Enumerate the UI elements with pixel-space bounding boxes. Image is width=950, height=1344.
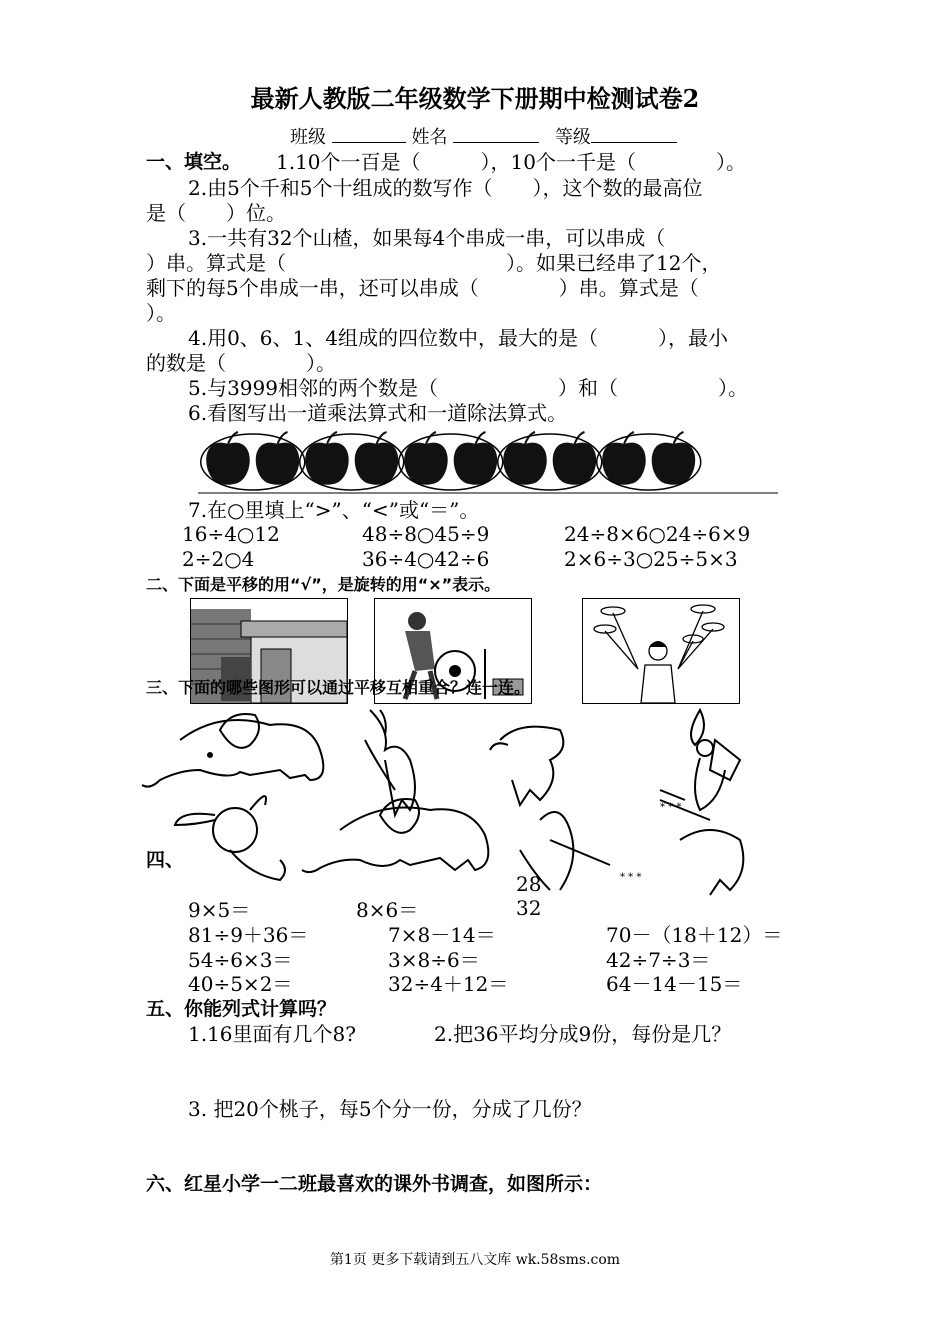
plate-spinning-picture [582, 598, 740, 704]
apple-stem [525, 432, 535, 444]
apple-icon [503, 443, 547, 485]
q3-text-d: ）。 [146, 301, 176, 325]
q6-text: 6.看图写出一道乘法算式和一道除法算式。 [188, 401, 568, 425]
apple-icon [553, 443, 597, 485]
class-blank[interactable] [332, 124, 406, 143]
apple-icon [404, 443, 448, 485]
page-title: 最新人教版二年级数学下册期中检测试卷2 [250, 84, 700, 113]
q2-text-a: 2.由5个千和5个十组成的数写作（ ），这个数的最高位 [188, 176, 703, 200]
name-label: 姓名 [411, 127, 448, 148]
calc-4-2: 32÷4＋12＝ [388, 972, 509, 996]
calc-2-2: 7×8－14＝ [388, 923, 496, 947]
calc-3-3: 42÷7÷3＝ [606, 948, 711, 972]
apple-icon [206, 443, 250, 485]
svg-text:* * *: * * * [620, 872, 642, 883]
calc-3-2: 3×8÷6＝ [388, 948, 480, 972]
calc-4-1: 40÷5×2＝ [188, 972, 293, 996]
compare-1-3: 24÷8×6○24÷6×9 [564, 522, 751, 546]
calc-1-1: 9×5＝ [188, 898, 251, 922]
partial-expression-2: 32 [516, 896, 542, 920]
q1-text: 1.10个一百是（ ），10个一千是（ ）。 [276, 150, 746, 174]
q3-text-b: ）串。算式是（ ）。如果已经串了12个， [146, 251, 722, 275]
compare-1-1: 16÷4○12 [182, 522, 280, 546]
calc-2-1: 81÷9＋36＝ [188, 923, 309, 947]
section3-heading: 三、下面的哪些图形可以通过平移互相重合？连一连。 [146, 678, 531, 697]
apple-icon [602, 443, 646, 485]
calc-2-3: 70－（18＋12）＝ [606, 923, 783, 947]
word-problem-2: 2.把36平均分成9份，每份是几？ [434, 1022, 732, 1046]
grade-label: 等级 [554, 127, 591, 148]
apple-icon [355, 443, 399, 485]
apple-stem [228, 432, 238, 444]
student-info-line [290, 124, 677, 150]
apple-stem [327, 432, 337, 444]
q3-text-c: 剩下的每5个串成一串，还可以串成（ ）串。算式是（ [146, 276, 699, 300]
apple-icon [305, 443, 349, 485]
q3-text-a: 3.一共有32个山楂，如果每4个串成一串，可以串成（ [188, 226, 666, 250]
apple-stem [624, 432, 634, 444]
q7-text: 7.在○里填上“>”、“<”或“＝”。 [188, 498, 480, 522]
partial-expression-1: 28 [516, 872, 542, 896]
name-blank[interactable] [453, 124, 539, 143]
q2-text-b: 是（ ）位。 [146, 201, 286, 225]
section2-heading: 二、下面是平移的用“√”，是旋转的用“×”表示。 [146, 575, 501, 594]
section4-heading: 四、 [146, 849, 185, 871]
calc-4-3: 64－14－15＝ [606, 972, 743, 996]
grade-blank[interactable] [591, 124, 677, 143]
apple-icon [256, 443, 300, 485]
section6-heading: 六、红星小学一二班最喜欢的课外书调查，如图所示： [146, 1173, 603, 1195]
class-label: 班级 [290, 127, 326, 148]
apples-illustration [196, 430, 781, 496]
compare-1-2: 48÷8○45÷9 [362, 522, 490, 546]
q4-text-b: 的数是（ ）。 [146, 351, 336, 375]
section5-heading: 五、你能列式计算吗？ [146, 998, 337, 1020]
q5-text: 5.与3999相邻的两个数是（ ）和（ ）。 [188, 376, 748, 400]
compare-2-3: 2×6÷3○25÷5×3 [564, 547, 738, 571]
compare-2-1: 2÷2○4 [182, 547, 255, 571]
svg-text:* * *: * * * [660, 802, 682, 813]
apple-stem [426, 432, 436, 444]
translation-animals-illustration [140, 700, 790, 900]
apple-icon [454, 443, 498, 485]
apple-icon [652, 443, 696, 485]
section1-heading: 一、填空。 [146, 151, 242, 173]
word-problem-3: 3. 把20个桃子，每5个分一份，分成了几份？ [188, 1097, 592, 1121]
calc-3-1: 54÷6×3＝ [188, 948, 293, 972]
compare-2-2: 36÷4○42÷6 [362, 547, 490, 571]
page-footer: 第1页 更多下载请到五八文库 wk.58sms.com [329, 1252, 621, 1268]
calc-1-2: 8×6＝ [356, 898, 419, 922]
word-problem-1: 1.16里面有几个8? [188, 1022, 356, 1046]
q4-text-a: 4.用0、6、1、4组成的四位数中，最大的是（ ），最小 [188, 326, 728, 350]
